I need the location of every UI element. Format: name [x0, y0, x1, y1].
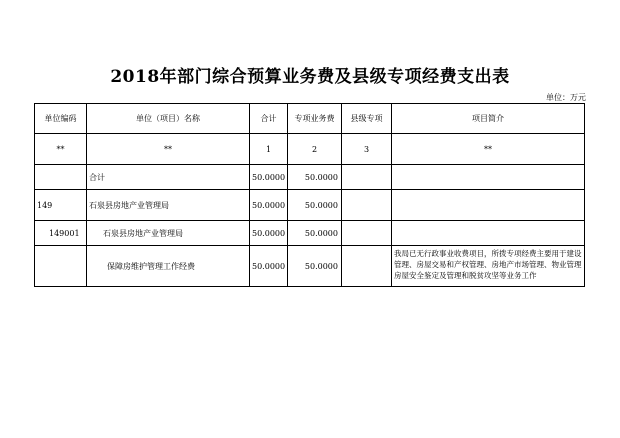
index-cell: ** — [392, 134, 585, 165]
budget-table — [34, 103, 585, 287]
cell-code: 149001 — [35, 221, 87, 246]
cell-name: 保障房维护管理工作经费 — [87, 246, 250, 287]
cell-name: 合计 — [87, 165, 250, 190]
header-county: 县级专项 — [342, 104, 392, 134]
header-desc: 项目简介 — [392, 104, 585, 134]
index-row — [35, 134, 585, 165]
cell-total: 50.0000 — [250, 190, 288, 221]
header-total: 合计 — [250, 104, 288, 134]
cell-special: 50.0000 — [288, 165, 342, 190]
cell-total: 50.0000 — [250, 246, 288, 287]
index-cell: 3 — [342, 134, 392, 165]
cell-name: 石泉县房地产业管理局 — [87, 190, 250, 221]
cell-code: 149 — [35, 190, 87, 221]
cell-county — [342, 190, 392, 221]
unit-label: 单位：万元 — [546, 93, 586, 102]
cell-name: 石泉县房地产业管理局 — [87, 221, 250, 246]
table-row — [35, 190, 585, 221]
cell-desc — [392, 221, 585, 246]
index-cell: ** — [35, 134, 87, 165]
table-row — [35, 221, 585, 246]
cell-special: 50.0000 — [288, 246, 342, 287]
cell-desc — [392, 190, 585, 221]
index-cell: 1 — [250, 134, 288, 165]
cell-code — [35, 246, 87, 287]
table-row — [35, 246, 585, 287]
table-row — [35, 165, 585, 190]
cell-desc — [392, 165, 585, 190]
cell-desc: 我局已无行政事业收费项目，所拨专项经费主要用于建设管理、房屋交易和产权管理、房地产市场管理、物业管理房屋安全鉴定及管理和脱贫攻坚等业务工作 — [392, 246, 585, 287]
header-special: 专项业务费 — [288, 104, 342, 134]
cell-county — [342, 246, 392, 287]
cell-county — [342, 221, 392, 246]
header-name: 单位（项目）名称 — [87, 104, 250, 134]
index-cell: ** — [87, 134, 250, 165]
cell-total: 50.0000 — [250, 221, 288, 246]
cell-total: 50.0000 — [250, 165, 288, 190]
header-row — [35, 104, 585, 134]
cell-special: 50.0000 — [288, 190, 342, 221]
page-title: 2018年部门综合预算业务费及县级专项经费支出表 — [110, 67, 510, 87]
cell-special: 50.0000 — [288, 221, 342, 246]
index-cell: 2 — [288, 134, 342, 165]
header-code: 单位编码 — [35, 104, 87, 134]
cell-county — [342, 165, 392, 190]
cell-code — [35, 165, 87, 190]
